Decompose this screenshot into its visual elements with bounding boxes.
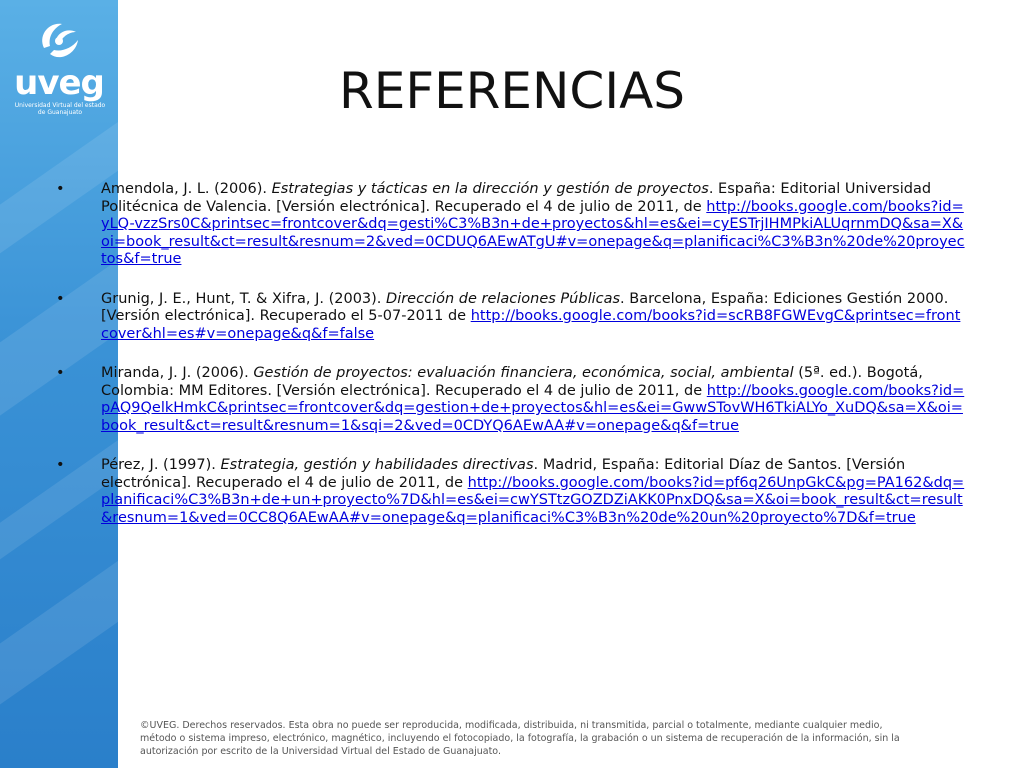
reference-authors: Pérez, J. (1997).	[101, 457, 221, 473]
reference-link[interactable]: http://books.google.com/books?id=scRB8FGWEvgC&printsec=frontcover&hl=es#v=onepage&q&f=false	[101, 308, 961, 342]
copyright-footer: ©UVEG. Derechos reservados. Esta obra no puede ser reproducida, modificada, distribuida, ni transmitida, parcial o totalmente, mediante cualquier medio, método o sistema impreso, electrónico, magnético, incluyendo el fotocopiado, la fotografía, la grabación o un sistema de recuperación de la información, sin la autorización por escrito de la Universidad Virtual del Estado de Guanajuato.	[140, 720, 900, 757]
bullet: •	[56, 365, 65, 381]
brand-subtitle: Universidad Virtual del estado de Guanajuato	[14, 102, 106, 116]
uveg-logo	[8, 12, 110, 122]
bullet: •	[56, 290, 65, 307]
reference-title: Estrategias y tácticas en la dirección y gestión de proyectos	[271, 181, 709, 197]
reference-item	[56, 291, 966, 344]
reference-details: . Barcelona, España: Ediciones Gestión 2000. [Versión electrónica]. Recuperado el 5-07-2011 de	[101, 290, 949, 324]
page-title: REFERENCIAS	[338, 62, 686, 120]
reference-link[interactable]: http://books.google.com/books?id=pAQ9QelkHmkC&printsec=frontcover&dq=gestion+de+proyectos&hl=es&ei=GwwSTovWH6TkiALYo_XuDQ&sa=X&oi=book_result&ct=result&resnum=1&sqi=2&ved=0CDYQ6AEwAA#v=onepage&q&f=true	[101, 382, 965, 434]
reference-details: . España: Editorial Universidad Politécnica de Valencia. [Versión electrónica]. Recuperado el 4 de julio de 2011, de	[101, 181, 932, 215]
reference-authors: Miranda, J. J. (2006).	[101, 365, 254, 381]
reference-item	[56, 365, 966, 435]
reference-item	[56, 457, 966, 527]
reference-authors: Amendola, J. L. (2006).	[101, 181, 272, 197]
reference-title: Gestión de proyectos: evaluación financiera, económica, social, ambiental	[253, 365, 794, 381]
reference-link[interactable]: http://books.google.com/books?id=yLQ-vzzSrs0C&printsec=frontcover&dq=gesti%C3%B3n+de+proyectos&hl=es&ei=cyESTrjIHMPkiALUqrnmDQ&sa=X&oi=book_result&ct=result&resnum=2&ved=0CDUQ6AEwATgU#v=onepage&q=planificaci%C3%B3n%20de%20proyectos&f=true	[101, 198, 965, 267]
bullet: •	[56, 457, 65, 473]
reference-link[interactable]: http://books.google.com/books?id=pf6q26UnpGkC&pg=PA162&dq=planificaci%C3%B3n+de+un+proyecto%7D&hl=es&ei=cwYSTtzGOZDZiAKK0PnxDQ&sa=X&oi=book_result&ct=result&resnum=1&ved=0CC8Q6AEwAA#v=onepage&q=planificaci%C3%B3n%20de%20un%20proyecto%7D&f=true	[101, 474, 965, 526]
reference-title: Estrategia, gestión y habilidades directivas	[220, 457, 534, 473]
reference-details: (5ª. ed.). Bogotá, Colombia: MM Editores. [Versión electrónica]. Recuperado el 4 de julio de 2011, de	[101, 365, 923, 399]
reference-details: . Madrid, España: Editorial Díaz de Santos. [Versión electrónica]. Recuperado el 4 de julio de 2011, de	[101, 457, 906, 491]
bullet: •	[56, 181, 65, 197]
reference-item	[56, 181, 966, 269]
reference-authors: Grunig, J. E., Hunt, T. & Xifra, J. (2003).	[101, 290, 387, 307]
reference-title: Dirección de relaciones Públicas	[386, 290, 621, 307]
brand-word: uveg	[14, 63, 104, 103]
reference-list	[56, 181, 966, 549]
uveg-logo-icon	[36, 18, 82, 64]
